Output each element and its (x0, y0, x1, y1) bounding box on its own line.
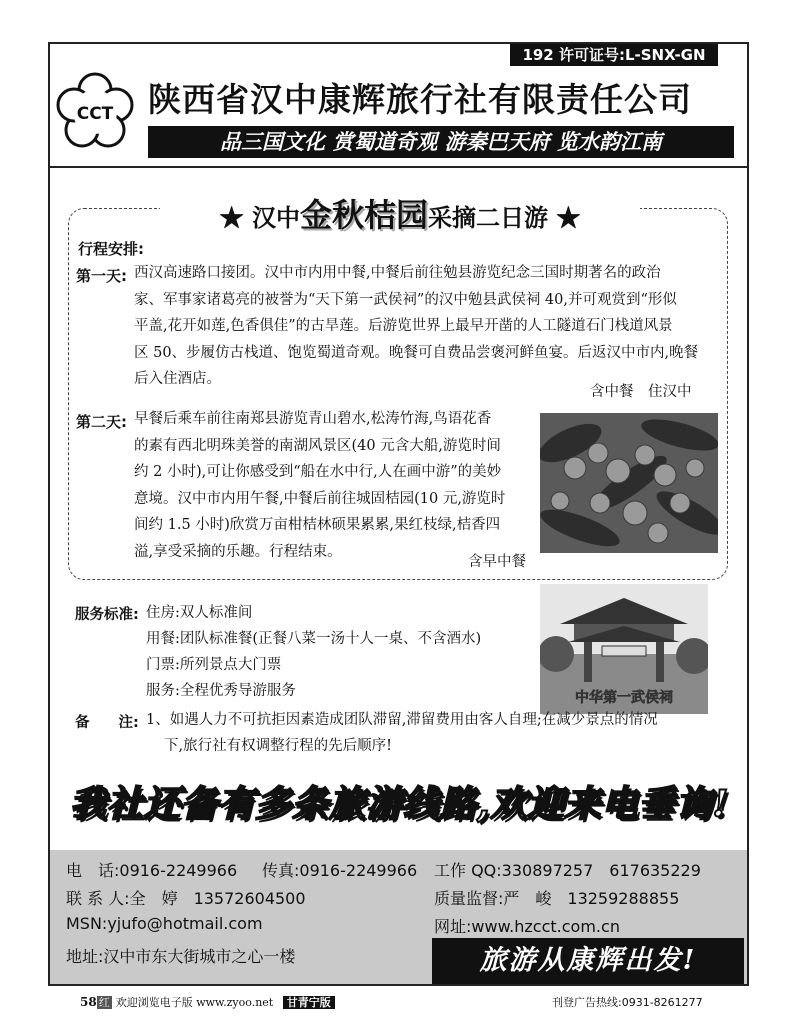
wuhou-temple-photo (540, 584, 708, 714)
page-number: 58 (80, 995, 97, 1009)
day2-line: 溢,享受采摘的乐趣。行程结束。 (134, 543, 342, 560)
service-item: 服务:全程优秀导游服务 (146, 683, 296, 699)
ad-hotline: 刊登广告热线:0931-8261277 (552, 996, 703, 1009)
remark-line: 1、如遇人力不可抗拒因素造成团队滞留,滞留费用由客人自理;在减少景点的情况 (146, 712, 658, 728)
promo-banner: 我社还备有多条旅游线路,欢迎来电垂询! (69, 783, 730, 825)
service-label: 服务标准: (75, 607, 139, 623)
tour-title-suffix: 采摘二日游 ★ (428, 203, 581, 232)
tour-title-prefix: ★ 汉中 (219, 203, 300, 232)
fax: 传真:0916-2249966 (262, 861, 418, 880)
phone: 电 话:0916-2249966 (66, 861, 238, 880)
day1-note: 含中餐 住汉中 (590, 384, 692, 400)
quality-supervision: 质量监督:严 峻 13259288855 (434, 889, 680, 908)
service-item: 住房:双人标准间 (146, 605, 253, 621)
tagline: 旅游从康辉出发! (432, 938, 744, 984)
header-divider (48, 166, 749, 168)
remark-text (146, 707, 658, 759)
day1-text (134, 260, 730, 393)
remark-line: 下,旅行社有权调整行程的先后顺序! (164, 738, 392, 754)
day2-line: 意境。汉中市内用午餐,中餐后前往城固桔园(10 元,游览时 (134, 490, 506, 507)
service-item: 用餐:团队标准餐(正餐八菜一汤十人一桌、不含酒水) (146, 631, 482, 647)
page-tag: 红 (98, 996, 110, 1009)
day1-line: 家、军事家诸葛亮的被誉为“天下第一武侯祠”的汉中勉县武侯祠 40,并可观赏到“形似 (134, 291, 677, 308)
schedule-label: 行程安排: (78, 240, 144, 258)
day1-label: 第一天: (76, 267, 127, 285)
address: 地址:汉中市东大街城市之心一楼 (66, 947, 296, 966)
day1-line: 西汉高速路口接团。汉中市内用中餐,中餐后前往勉县游览纪念三国时期著名的政治 (134, 265, 661, 281)
day2-note: 含早中餐 (468, 554, 526, 570)
service-item: 门票:所列景点大门票 (146, 657, 282, 673)
company-logo (55, 72, 135, 152)
day2-line: 早餐后乘车前往南郑县游览青山碧水,松涛竹海,鸟语花香 (134, 411, 492, 427)
website: 网址:www.hzcct.com.cn (434, 917, 620, 936)
company-slogan: 品三国文化 赏蜀道奇观 游秦巴天府 览水韵江南 (148, 126, 734, 158)
orange-orchard-photo (540, 413, 718, 553)
day2-label: 第二天: (76, 413, 127, 431)
day2-line: 的素有西北明珠美誉的南湖风景区(40 元含大船,游览时间 (134, 437, 501, 454)
temple-caption: 中华第一武侯祠 (575, 690, 673, 706)
day1-line: 后入住酒店。 (134, 371, 221, 387)
brand-badge: 甘青宁版 (283, 996, 335, 1009)
day1-line: 平盖,花开如莲,色香俱佳”的古旱莲。后游览世界上最早开凿的人工隧道石门栈道风景 (134, 318, 673, 334)
footer-left (80, 994, 335, 1010)
day2-line: 约 2 小时),可让你感受到“船在水中行,人在画中游”的美妙 (134, 464, 502, 480)
day2-text (134, 406, 536, 565)
service-list (146, 600, 481, 704)
browse-text: 欢迎浏览电子版 www.zyoo.net (115, 996, 274, 1009)
logo-text: CCT (76, 104, 114, 124)
company-name: 陕西省汉中康辉旅行社有限责任公司 (148, 80, 692, 119)
contact-person: 联 系 人:全 婷 13572604500 (66, 889, 306, 908)
license-number: 192 许可证号:L-SNX-GN (510, 44, 718, 66)
qq: 工作 QQ:330897257 617635229 (434, 861, 701, 880)
tour-title (160, 190, 640, 234)
day1-line: 区 50、步履仿古栈道、饱览蜀道奇观。晚餐可自费品尝褒河鲜鱼宴。后返汉中市内,晚餐 (134, 344, 699, 361)
tour-title-highlight: 金秋桔园 (299, 196, 428, 234)
day2-line: 间约 1.5 小时)欣赏万亩柑桔林硕果累累,果红枝绿,桔香四 (134, 517, 501, 533)
msn: MSN:yjufo@hotmail.com (66, 914, 263, 933)
remark-label: 备 注: (75, 715, 139, 731)
